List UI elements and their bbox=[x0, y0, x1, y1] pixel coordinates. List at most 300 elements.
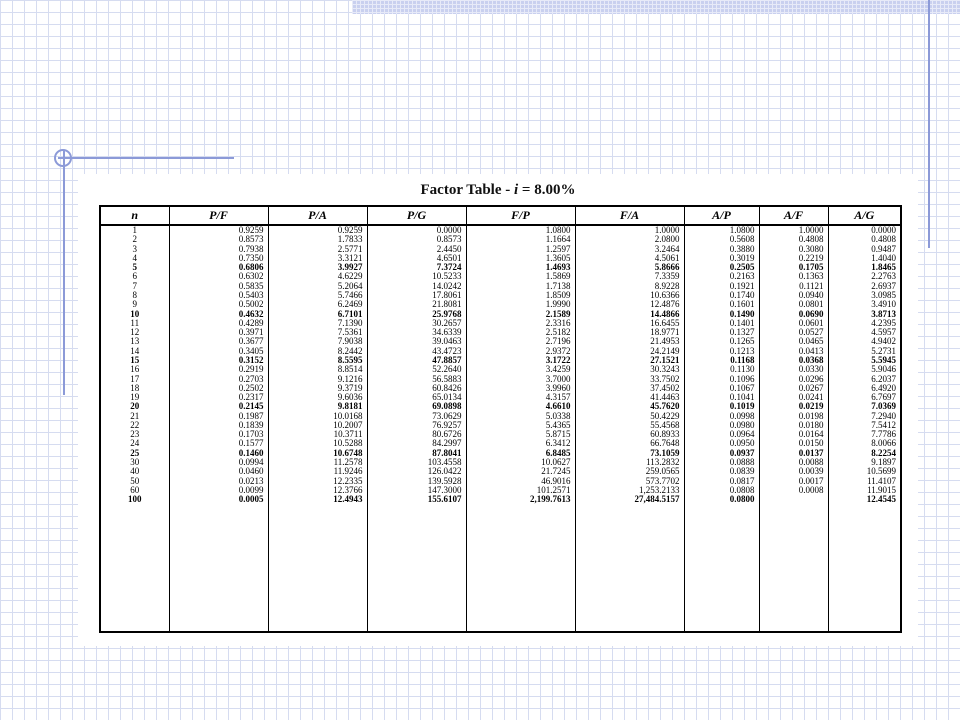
table-cell: 0.3152 bbox=[238, 354, 264, 365]
table-cell: 3.4259 bbox=[545, 364, 571, 375]
factor-table bbox=[99, 205, 902, 633]
table-cell: 21.4953 bbox=[650, 336, 680, 347]
table-cell: 30.3243 bbox=[650, 364, 680, 375]
table-cell: 4.5957 bbox=[871, 327, 896, 338]
table-cell: 0.0601 bbox=[798, 317, 824, 328]
table-cell: 7.9038 bbox=[337, 336, 363, 347]
table-cell: 0.0368 bbox=[798, 354, 824, 365]
table-cell: 33.7502 bbox=[650, 373, 680, 384]
table-cell: 0.0008 bbox=[798, 484, 824, 495]
table-cell: 3.3121 bbox=[337, 252, 363, 263]
table-cell: 2.3316 bbox=[545, 317, 571, 328]
title-prefix: Factor Table - bbox=[420, 182, 514, 198]
table-cell: 0.1839 bbox=[238, 419, 264, 430]
table-cell: 69.0898 bbox=[432, 401, 462, 412]
table-cell: 0.9259 bbox=[337, 225, 363, 235]
table-cell: 39.0463 bbox=[432, 336, 462, 347]
table-cell: 10.6366 bbox=[650, 289, 680, 300]
table-cell: 8.5595 bbox=[337, 354, 363, 365]
table-cell: 7.5412 bbox=[871, 419, 896, 430]
table-cell: 0.0964 bbox=[729, 429, 755, 440]
header-f-p: F/P bbox=[466, 206, 575, 225]
table-cell: 573.7702 bbox=[645, 475, 680, 486]
header-f-a: F/A bbox=[575, 206, 684, 225]
table-cell: 1.4693 bbox=[545, 262, 571, 273]
table-cell: 0.4808 bbox=[798, 234, 824, 245]
table-cell: 0.2505 bbox=[729, 262, 755, 273]
table-cell: 25 bbox=[130, 447, 140, 458]
column-f-p bbox=[466, 225, 575, 632]
table-cell: 6.3412 bbox=[545, 438, 571, 449]
table-cell: 0.0017 bbox=[798, 475, 824, 486]
decorative-vertical-line-left bbox=[63, 150, 65, 395]
decorative-vertical-line-right bbox=[928, 0, 930, 248]
table-cell: 0.0413 bbox=[798, 345, 824, 356]
header-decoration-bar bbox=[352, 0, 960, 14]
table-cell: 0.0839 bbox=[729, 466, 755, 477]
header-p-f: P/F bbox=[169, 206, 268, 225]
table-cell: 0.0460 bbox=[238, 466, 264, 477]
table-cell: 0.0039 bbox=[798, 466, 824, 477]
table-cell: 3.1722 bbox=[545, 354, 571, 365]
table-cell: 7.3359 bbox=[654, 271, 680, 282]
table-cell: 0.0164 bbox=[798, 429, 824, 440]
table-cell: 3.2464 bbox=[654, 243, 680, 254]
table-cell: 11.4107 bbox=[867, 475, 896, 486]
table-cell: 0.0950 bbox=[729, 438, 755, 449]
table-cell: 0.0888 bbox=[729, 457, 755, 468]
table-cell: 12 bbox=[130, 327, 140, 338]
table-cell: 60 bbox=[130, 484, 140, 495]
table-cell: 46.9016 bbox=[541, 475, 571, 486]
table-cell: 0.1168 bbox=[730, 354, 755, 365]
table-cell: 0.1987 bbox=[238, 410, 264, 421]
table-cell: 3.8713 bbox=[871, 308, 896, 319]
table-cell: 47.8857 bbox=[432, 354, 462, 365]
table-cell: 11.2578 bbox=[333, 457, 363, 468]
table-cell: 9.1897 bbox=[871, 457, 896, 468]
table-cell: 0.2317 bbox=[238, 392, 264, 403]
table-cell: 0.1096 bbox=[729, 373, 755, 384]
table-cell: 0.0330 bbox=[798, 364, 824, 375]
table-cell: 76.9257 bbox=[432, 419, 462, 430]
title-interest-variable: i bbox=[514, 182, 519, 198]
table-cell: 16.6455 bbox=[650, 317, 680, 328]
table-cell: 0.1490 bbox=[729, 308, 755, 319]
table-cell: 0.4808 bbox=[871, 234, 896, 245]
table-cell: 0.0937 bbox=[729, 447, 755, 458]
table-cell: 1.7138 bbox=[545, 280, 571, 291]
table-cell: 6.2037 bbox=[871, 373, 896, 384]
table-cell: 0.0241 bbox=[798, 392, 824, 403]
table-cell: 6 bbox=[132, 271, 137, 282]
table-cell: 22 bbox=[130, 419, 140, 430]
table-cell: 1.8509 bbox=[545, 289, 571, 300]
table-cell: 17 bbox=[130, 373, 140, 384]
table-cell: 0.1041 bbox=[729, 392, 755, 403]
table-cell: 73.1059 bbox=[650, 447, 680, 458]
table-cell: 10 bbox=[130, 308, 140, 319]
table-cell: 4 bbox=[132, 252, 137, 263]
table-cell: 4.9402 bbox=[871, 336, 896, 347]
table-cell: 11 bbox=[130, 317, 140, 328]
table-cell: 147.3000 bbox=[427, 484, 462, 495]
table-cell: 30 bbox=[130, 457, 140, 468]
table-cell: 0.1460 bbox=[238, 447, 264, 458]
table-cell: 0.0180 bbox=[798, 419, 824, 430]
table-cell: 45.7620 bbox=[650, 401, 680, 412]
table-cell: 30.2657 bbox=[432, 317, 462, 328]
table-cell: 50.4229 bbox=[650, 410, 680, 421]
table-cell: 100 bbox=[128, 494, 142, 505]
table-cell: 3.7000 bbox=[545, 373, 571, 384]
table-cell: 80.6726 bbox=[432, 429, 462, 440]
table-cell: 12.3766 bbox=[333, 484, 363, 495]
table-cell: 0.0088 bbox=[798, 457, 824, 468]
table-cell: 0.6302 bbox=[238, 271, 264, 282]
header-p-a: P/A bbox=[268, 206, 367, 225]
table-cell: 1.0000 bbox=[654, 225, 680, 235]
header-a-g: A/G bbox=[828, 206, 901, 225]
table-cell: 50 bbox=[130, 475, 140, 486]
table-cell: 0.0198 bbox=[798, 410, 824, 421]
table-cell: 27,484.5157 bbox=[634, 494, 680, 505]
table-cell: 12.4545 bbox=[866, 494, 896, 505]
table-cell bbox=[760, 495, 824, 504]
table-cell: 0.0690 bbox=[798, 308, 824, 319]
table-cell: 9.6036 bbox=[337, 392, 363, 403]
table-cell: 5.2731 bbox=[871, 345, 896, 356]
table-cell: 84.2997 bbox=[432, 438, 462, 449]
table-cell: 0.4632 bbox=[238, 308, 264, 319]
table-cell: 7.0369 bbox=[871, 401, 896, 412]
table-cell: 19 bbox=[130, 392, 140, 403]
table-cell: 10.5233 bbox=[432, 271, 462, 282]
table-cell: 0.1363 bbox=[798, 271, 824, 282]
table-cell: 0.3971 bbox=[238, 327, 264, 338]
table-cell: 8.9228 bbox=[654, 280, 680, 291]
table-cell: 1.9990 bbox=[545, 299, 571, 310]
table-cell: 0.3019 bbox=[729, 252, 755, 263]
table-cell: 0.8573 bbox=[436, 234, 462, 245]
table-cell: 0.2219 bbox=[798, 252, 824, 263]
table-cell: 0.0150 bbox=[798, 438, 824, 449]
table-cell: 5.4365 bbox=[545, 419, 571, 430]
table-cell: 2.6937 bbox=[871, 280, 896, 291]
header-row bbox=[100, 206, 901, 225]
decorative-horizontal-line bbox=[58, 157, 234, 159]
table-cell: 9.8181 bbox=[337, 401, 363, 412]
table-cell: 0.0994 bbox=[238, 457, 264, 468]
table-cell: 0.5608 bbox=[729, 234, 755, 245]
table-cell: 56.5883 bbox=[432, 373, 462, 384]
table-cell: 0.1213 bbox=[729, 345, 755, 356]
table-cell: 0.7938 bbox=[238, 243, 264, 254]
table-cell: 21.8081 bbox=[432, 299, 462, 310]
table-cell: 113.2832 bbox=[646, 457, 680, 468]
table-cell: 0.0800 bbox=[729, 494, 755, 505]
table-cell: 3 bbox=[132, 243, 137, 254]
table-cell: 7.5361 bbox=[337, 327, 363, 338]
table-cell: 41.4463 bbox=[650, 392, 680, 403]
table-cell: 8.2254 bbox=[871, 447, 896, 458]
table-cell: 0.5835 bbox=[238, 280, 264, 291]
table-cell: 155.6107 bbox=[427, 494, 462, 505]
table-cell: 10.6748 bbox=[333, 447, 363, 458]
table-cell: 0.1067 bbox=[729, 382, 755, 393]
header-n: n bbox=[100, 206, 169, 225]
table-cell: 5.2064 bbox=[337, 280, 363, 291]
table-cell: 25.9768 bbox=[432, 308, 462, 319]
table-cell: 10.5288 bbox=[333, 438, 363, 449]
table-cell: 0.1601 bbox=[729, 299, 755, 310]
table-cell: 0.4289 bbox=[238, 317, 264, 328]
table-cell: 27.1521 bbox=[650, 354, 680, 365]
column-p-g bbox=[367, 225, 466, 632]
table-cell: 259.0565 bbox=[645, 466, 680, 477]
table-cell: 4.5061 bbox=[654, 252, 680, 263]
table-cell: 3.4910 bbox=[871, 299, 896, 310]
factor-table-image bbox=[78, 174, 918, 646]
table-cell: 103.4558 bbox=[427, 457, 462, 468]
table-cell: 4.2395 bbox=[871, 317, 896, 328]
table-cell: 2.2763 bbox=[871, 271, 896, 282]
table-cell: 6.4920 bbox=[871, 382, 896, 393]
table-cell: 9.3719 bbox=[337, 382, 363, 393]
table-cell: 52.2640 bbox=[432, 364, 462, 375]
table-cell: 10.0168 bbox=[333, 410, 363, 421]
table-cell: 10.0627 bbox=[541, 457, 571, 468]
table-cell: 8.8514 bbox=[337, 364, 363, 375]
table-cell: 0.7350 bbox=[238, 252, 264, 263]
table-cell: 5 bbox=[132, 262, 137, 273]
table-cell: 2.7196 bbox=[545, 336, 571, 347]
table-cell: 0.0000 bbox=[436, 225, 462, 235]
column-p-a bbox=[268, 225, 367, 632]
table-cell: 3.9960 bbox=[545, 382, 571, 393]
table-cell: 0.1401 bbox=[729, 317, 755, 328]
table-cell: 24 bbox=[130, 438, 140, 449]
table-cell: 4.3157 bbox=[545, 392, 571, 403]
table-cell: 0.8573 bbox=[238, 234, 264, 245]
table-cell: 0.1740 bbox=[729, 289, 755, 300]
table-cell: 73.0629 bbox=[432, 410, 462, 421]
table-cell: 87.8041 bbox=[432, 447, 462, 458]
decorative-circle bbox=[54, 149, 72, 167]
table-cell: 2.9372 bbox=[545, 345, 571, 356]
table-cell: 0.1327 bbox=[729, 327, 755, 338]
table-cell: 0.0219 bbox=[798, 401, 824, 412]
table-cell: 15 bbox=[130, 354, 140, 365]
table-cell: 5.0338 bbox=[545, 410, 571, 421]
table-cell: 0.6806 bbox=[238, 262, 264, 273]
table-cell: 65.0134 bbox=[432, 392, 462, 403]
table-cell: 55.4568 bbox=[650, 419, 680, 430]
table-cell: 37.4502 bbox=[650, 382, 680, 393]
table-cell: 7.1390 bbox=[337, 317, 363, 328]
table-cell: 1.0000 bbox=[798, 225, 824, 235]
table-cell: 14 bbox=[130, 345, 140, 356]
table-cell: 0.3880 bbox=[729, 243, 755, 254]
table-title bbox=[78, 182, 918, 199]
column-a-p bbox=[684, 225, 759, 632]
table-cell: 2.5182 bbox=[545, 327, 571, 338]
table-cell: 40 bbox=[130, 466, 140, 477]
table-cell: 0.0940 bbox=[798, 289, 824, 300]
column-p-f bbox=[169, 225, 268, 632]
table-cell: 1,253.2133 bbox=[639, 484, 680, 495]
table-cell: 0.0808 bbox=[729, 484, 755, 495]
table-cell: 34.6339 bbox=[432, 327, 462, 338]
table-cell: 21.7245 bbox=[541, 466, 571, 477]
table-cell: 5.7466 bbox=[337, 289, 363, 300]
table-cell: 23 bbox=[130, 429, 140, 440]
table-cell: 2,199.7613 bbox=[530, 494, 571, 505]
table-cell: 12.2335 bbox=[333, 475, 363, 486]
table-cell: 6.7697 bbox=[871, 392, 896, 403]
table-cell: 5.9046 bbox=[871, 364, 896, 375]
table-body bbox=[100, 225, 901, 632]
table-cell: 8.0066 bbox=[871, 438, 896, 449]
table-cell: 7 bbox=[132, 280, 137, 291]
column-a-g bbox=[828, 225, 901, 632]
table-cell: 0.5403 bbox=[238, 289, 264, 300]
table-cell: 1.5869 bbox=[545, 271, 571, 282]
table-cell: 126.0422 bbox=[427, 466, 462, 477]
table-cell: 18.9771 bbox=[650, 327, 680, 338]
table-cell: 4.6610 bbox=[545, 401, 571, 412]
table-cell: 6.8485 bbox=[545, 447, 571, 458]
table-cell: 0.0213 bbox=[238, 475, 264, 486]
table-cell: 1.3605 bbox=[545, 252, 571, 263]
table-cell: 9 bbox=[132, 299, 137, 310]
table-cell: 0.1921 bbox=[729, 280, 755, 291]
table-cell: 0.0980 bbox=[729, 419, 755, 430]
table-cell: 5.8715 bbox=[545, 429, 571, 440]
header-a-p: A/P bbox=[684, 206, 759, 225]
table-cell: 2.4450 bbox=[436, 243, 462, 254]
table-cell: 0.0137 bbox=[798, 447, 824, 458]
table-cell: 18 bbox=[130, 382, 140, 393]
table-cell: 10.2007 bbox=[333, 419, 363, 430]
table-cell: 0.1703 bbox=[238, 429, 264, 440]
table-cell: 14.0242 bbox=[432, 280, 462, 291]
table-cell: 1.1664 bbox=[545, 234, 571, 245]
table-cell: 0.1577 bbox=[238, 438, 264, 449]
table-cell: 0.0000 bbox=[871, 225, 896, 235]
table-cell: 5.8666 bbox=[654, 262, 680, 273]
table-cell: 13 bbox=[130, 336, 140, 347]
table-cell: 0.2163 bbox=[729, 271, 755, 282]
table-cell: 4.6501 bbox=[436, 252, 462, 263]
table-cell: 0.9487 bbox=[871, 243, 896, 254]
table-cell: 1.4040 bbox=[871, 252, 896, 263]
table-cell: 7.7786 bbox=[871, 429, 896, 440]
table-cell: 20 bbox=[130, 401, 140, 412]
table-cell: 16 bbox=[130, 364, 140, 375]
table-cell: 0.1265 bbox=[729, 336, 755, 347]
table-cell: 0.1705 bbox=[798, 262, 824, 273]
table-cell: 17.8061 bbox=[432, 289, 462, 300]
table-cell: 0.0801 bbox=[798, 299, 824, 310]
table-cell: 0.0527 bbox=[798, 327, 824, 338]
table-cell: 60.8933 bbox=[650, 429, 680, 440]
table-cell: 0.0005 bbox=[238, 494, 264, 505]
table-cell: 0.0465 bbox=[798, 336, 824, 347]
table-cell: 1.7833 bbox=[337, 234, 363, 245]
table-cell: 2.0800 bbox=[654, 234, 680, 245]
header-p-g: P/G bbox=[367, 206, 466, 225]
table-cell: 9.1216 bbox=[337, 373, 363, 384]
table-cell: 60.8426 bbox=[432, 382, 462, 393]
column-a-f bbox=[759, 225, 828, 632]
table-cell: 0.0296 bbox=[798, 373, 824, 384]
table-cell: 7.3724 bbox=[436, 262, 462, 273]
table-cell: 0.0998 bbox=[729, 410, 755, 421]
table-cell: 0.1121 bbox=[799, 280, 824, 291]
table-cell: 1.8465 bbox=[871, 262, 896, 273]
table-cell: 0.0099 bbox=[238, 484, 264, 495]
table-cell: 10.5699 bbox=[866, 466, 896, 477]
table-cell: 4.6229 bbox=[337, 271, 363, 282]
table-cell: 6.2469 bbox=[337, 299, 363, 310]
table-cell: 0.3405 bbox=[238, 345, 264, 356]
table-cell: 0.9259 bbox=[238, 225, 264, 235]
table-cell: 3.0985 bbox=[871, 289, 896, 300]
table-cell: 1.2597 bbox=[545, 243, 571, 254]
column-n bbox=[100, 225, 169, 632]
table-values-row bbox=[100, 225, 901, 632]
table-cell: 101.2571 bbox=[536, 484, 571, 495]
table-cell: 2.1589 bbox=[545, 308, 571, 319]
table-cell: 21 bbox=[130, 410, 140, 421]
table-cell: 10.3711 bbox=[333, 429, 363, 440]
title-suffix: = 8.00% bbox=[518, 182, 576, 198]
table-cell: 0.0267 bbox=[798, 382, 824, 393]
header-a-f: A/F bbox=[759, 206, 828, 225]
table-cell: 0.1130 bbox=[730, 364, 755, 375]
table-cell: 0.0817 bbox=[729, 475, 755, 486]
column-f-a bbox=[575, 225, 684, 632]
table-cell: 2 bbox=[132, 234, 137, 245]
table-cell: 11.9246 bbox=[333, 466, 363, 477]
table-cell: 12.4943 bbox=[333, 494, 363, 505]
table-cell: 0.3677 bbox=[238, 336, 264, 347]
table-cell: 8 bbox=[132, 289, 137, 300]
table-cell: 0.1019 bbox=[729, 401, 755, 412]
table-cell: 1 bbox=[132, 225, 137, 235]
table-cell: 0.2145 bbox=[238, 401, 264, 412]
table-cell: 2.5771 bbox=[337, 243, 363, 254]
table-cell: 1.0800 bbox=[729, 225, 755, 235]
table-cell: 7.2940 bbox=[871, 410, 896, 421]
table-cell: 0.2703 bbox=[238, 373, 264, 384]
table-cell: 0.2502 bbox=[238, 382, 264, 393]
table-cell: 11.9015 bbox=[867, 484, 896, 495]
table-cell: 0.5002 bbox=[238, 299, 264, 310]
table-cell: 5.5945 bbox=[871, 354, 896, 365]
table-cell: 14.4866 bbox=[650, 308, 680, 319]
table-cell: 8.2442 bbox=[337, 345, 363, 356]
table-cell: 6.7101 bbox=[337, 308, 363, 319]
table-cell: 0.2919 bbox=[238, 364, 264, 375]
table-cell: 66.7648 bbox=[650, 438, 680, 449]
table-cell: 1.0800 bbox=[545, 225, 571, 235]
table-cell: 24.2149 bbox=[650, 345, 680, 356]
table-cell: 0.3080 bbox=[798, 243, 824, 254]
table-cell: 3.9927 bbox=[337, 262, 363, 273]
table-cell: 12.4876 bbox=[650, 299, 680, 310]
